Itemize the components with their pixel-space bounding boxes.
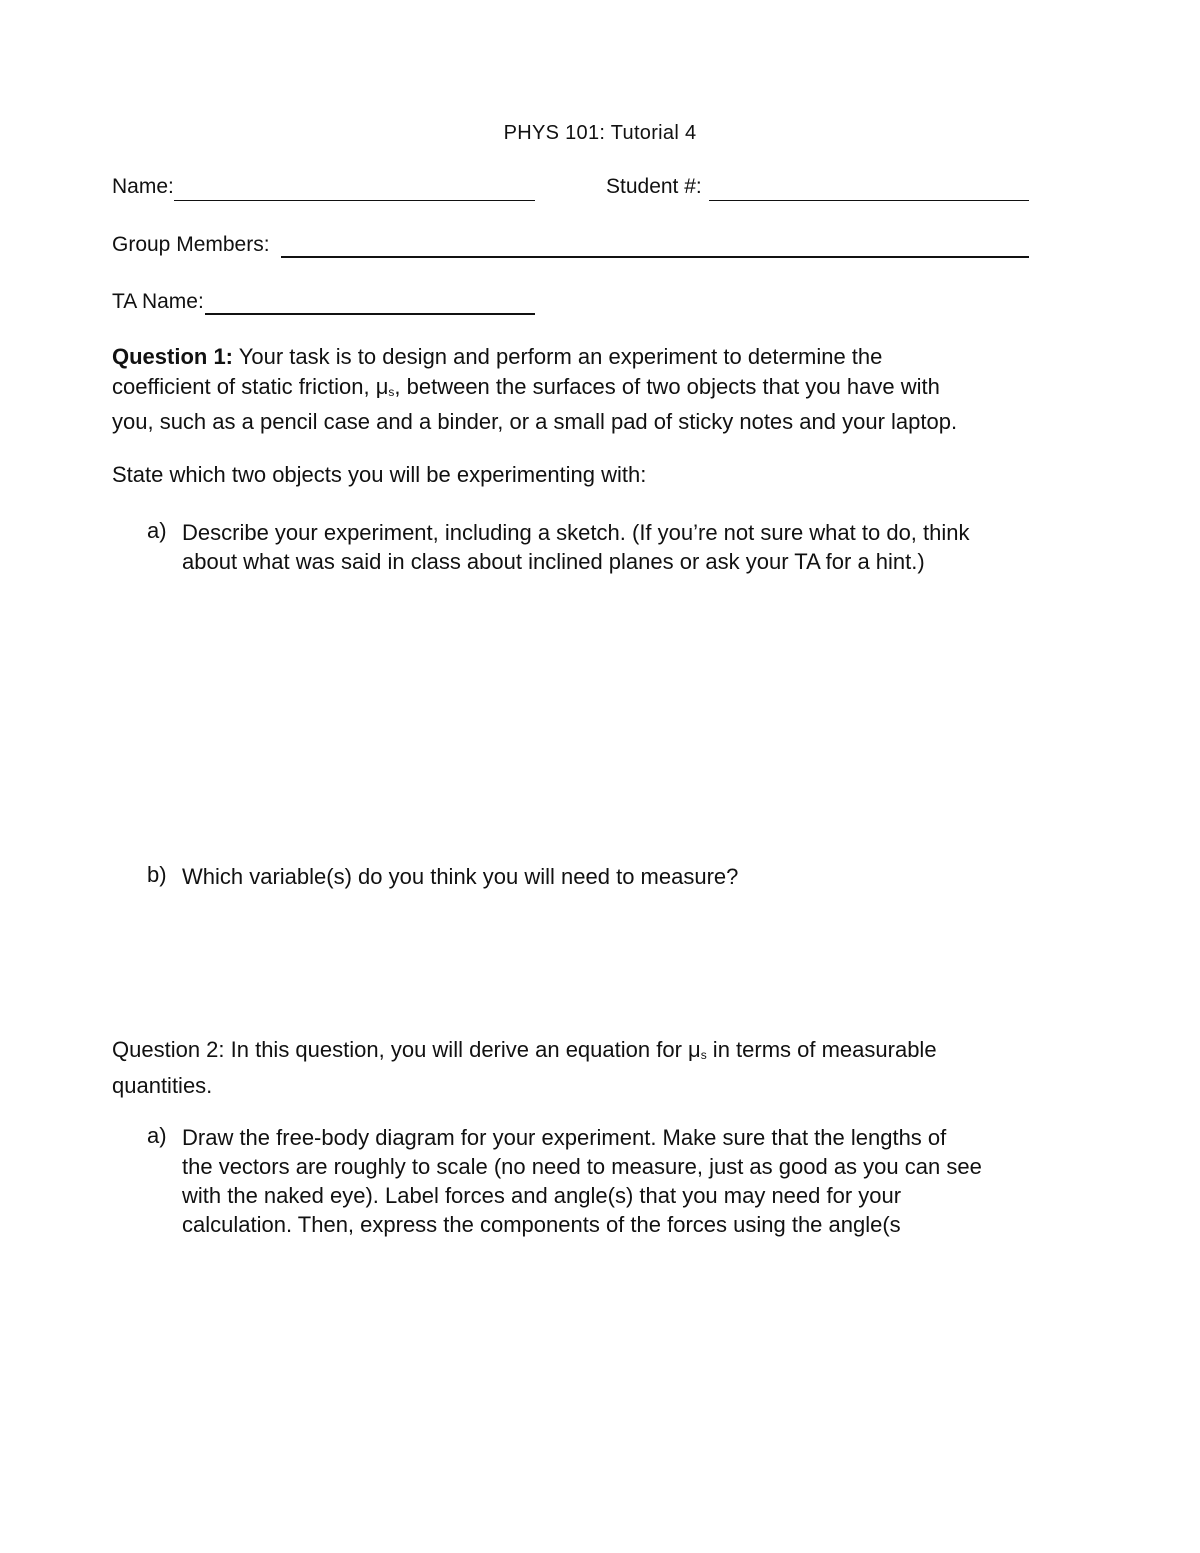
ta-name-field[interactable] bbox=[205, 313, 535, 315]
group-members-field[interactable] bbox=[281, 256, 1029, 258]
page-title: PHYS 101: Tutorial 4 bbox=[503, 122, 697, 144]
question-1-label: Question 1: bbox=[112, 344, 234, 369]
question-2-line-1: Question 2: In this question, you will derive an equation for $\mu_s$ in terms of measurable bbox=[112, 1037, 937, 1062]
mu-subscript: s bbox=[700, 1048, 707, 1062]
student-number-label: Student #: bbox=[606, 175, 702, 198]
student-number-field[interactable] bbox=[709, 200, 1029, 201]
group-members-label: Group Members: bbox=[112, 233, 270, 256]
question-2a-marker: a) bbox=[147, 1123, 167, 1148]
question-2-text bbox=[112, 1035, 937, 1100]
question-1a-marker: a) bbox=[147, 518, 167, 543]
ta-name-label: TA Name: bbox=[112, 290, 204, 313]
question-1-line-2: coefficient of static friction, $\mu_s$, between the surfaces of two objects that you have with bbox=[112, 373, 940, 399]
question-1-line-1: Question 1: Your task is to design and perform an experiment to determine the bbox=[112, 344, 883, 369]
question-1b-text: Which variable(s) do you think you will need to measure? bbox=[182, 864, 739, 889]
question-2-line-2: quantities. bbox=[112, 1072, 213, 1098]
mu-subscript: s bbox=[388, 384, 395, 399]
question-1-text bbox=[112, 342, 957, 437]
name-label: Name: bbox=[112, 175, 174, 198]
question-1-prompt: State which two objects you will be experimenting with: bbox=[112, 462, 647, 487]
question-1a-text: Describe your experiment, including a sketch. (If you’re not sure what to do, think about what was said in class about inclined planes or ask your TA for a hint.) bbox=[182, 520, 970, 574]
question-1b-marker: b) bbox=[147, 862, 167, 887]
question-2-label: Question 2: bbox=[112, 1037, 225, 1062]
question-1-line-3: you, such as a pencil case and a binder, or a small pad of sticky notes and your laptop. bbox=[112, 409, 958, 434]
question-2a-text: Draw the free-body diagram for your experiment. Make sure that the lengths of the vectors are roughly to scale (no need to measure, just as good as you can see with the naked eye). Label forces and angle(s) that you may need for your calculation. Then, express the components of the forces using the angle(s bbox=[182, 1125, 982, 1237]
name-field[interactable] bbox=[174, 200, 535, 201]
